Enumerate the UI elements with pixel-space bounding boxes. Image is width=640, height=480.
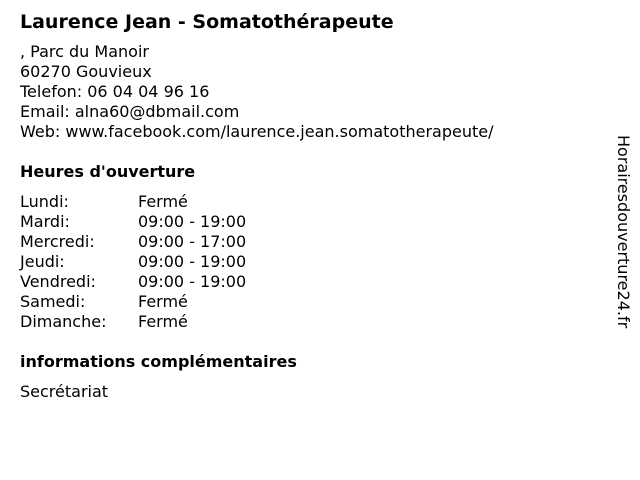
hours-row-dimanche	[20, 312, 600, 332]
phone-line: Telefon: 06 04 04 96 16	[20, 82, 210, 101]
business-title: Laurence Jean - Somatothérapeute	[20, 11, 394, 33]
contact-block	[20, 42, 600, 142]
hours-row-mardi	[20, 212, 600, 232]
address-city: 60270 Gouvieux	[20, 62, 152, 81]
hours-value: 09:00 - 19:00	[138, 272, 247, 291]
info-heading: informations complémentaires	[20, 352, 297, 371]
site-watermark: Horairesdouverture24.fr	[614, 135, 633, 329]
opening-hours-table	[20, 192, 600, 332]
day-label: Mercredi:	[20, 232, 95, 251]
hours-value: Fermé	[138, 292, 188, 311]
day-label: Lundi:	[20, 192, 69, 211]
web-line: Web: www.facebook.com/laurence.jean.somatotherapeute/	[20, 122, 494, 141]
hours-value: Fermé	[138, 312, 188, 331]
info-text: Secrétariat	[20, 382, 109, 401]
day-label: Dimanche:	[20, 312, 107, 331]
address-street: , Parc du Manoir	[20, 42, 149, 61]
hours-value: Fermé	[138, 192, 188, 211]
hours-value: 09:00 - 17:00	[138, 232, 247, 251]
hours-row-mercredi	[20, 232, 600, 252]
business-card	[20, 10, 600, 402]
day-label: Samedi:	[20, 292, 86, 311]
hours-row-samedi	[20, 292, 600, 312]
day-label: Jeudi:	[20, 252, 65, 271]
hours-value: 09:00 - 19:00	[138, 252, 247, 271]
hours-row-jeudi	[20, 252, 600, 272]
day-label: Vendredi:	[20, 272, 96, 291]
hours-heading: Heures d'ouverture	[20, 162, 196, 181]
hours-row-vendredi	[20, 272, 600, 292]
email-line: Email: alna60@dbmail.com	[20, 102, 240, 121]
day-label: Mardi:	[20, 212, 70, 231]
hours-value: 09:00 - 19:00	[138, 212, 247, 231]
hours-row-lundi	[20, 192, 600, 212]
